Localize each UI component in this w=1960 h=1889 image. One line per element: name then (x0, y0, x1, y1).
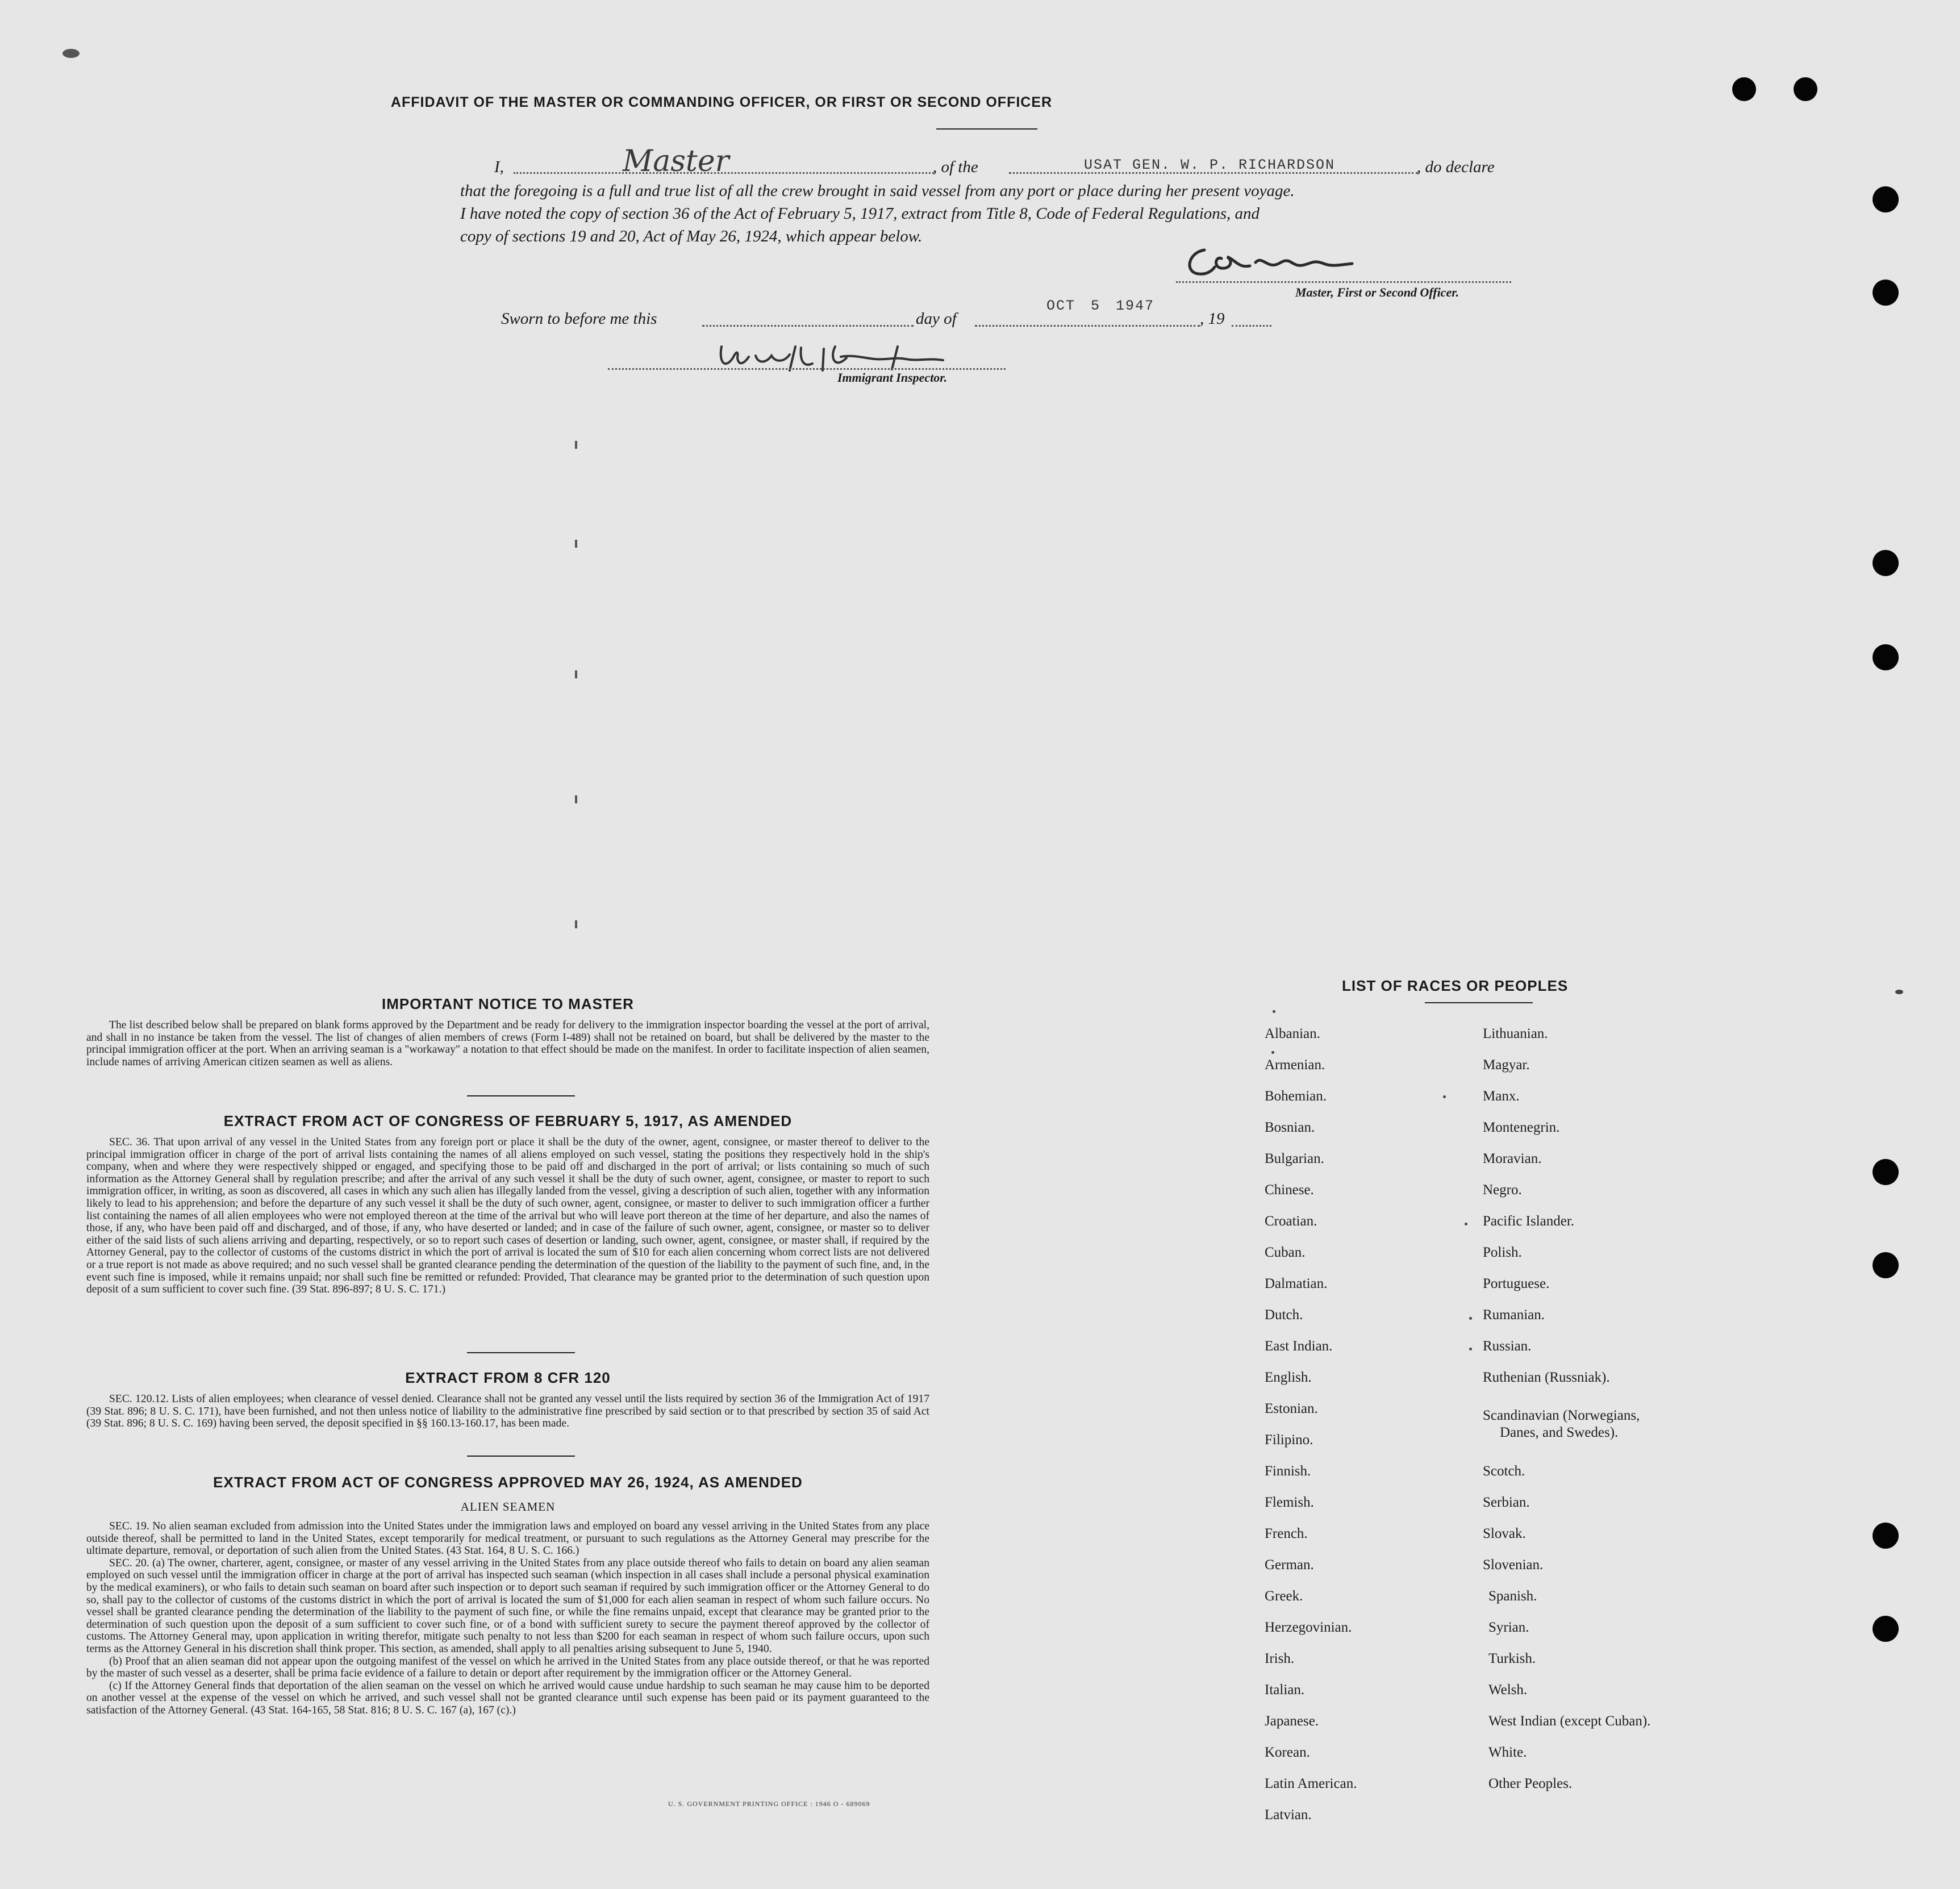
race-item: Montenegrin. (1483, 1120, 1560, 1135)
notice-title: IMPORTANT NOTICE TO MASTER (382, 995, 634, 1012)
do-declare-label: , do declare (1417, 158, 1495, 176)
race-item: Serbian. (1483, 1495, 1530, 1510)
race-item: Dutch. (1265, 1307, 1303, 1323)
race-item: Bulgarian. (1265, 1151, 1324, 1166)
inspector-blank (608, 368, 1006, 370)
race-item: Moravian. (1483, 1151, 1542, 1166)
race-item: Korean. (1265, 1745, 1310, 1760)
race-item: Greek. (1265, 1588, 1303, 1604)
extract-1917-body (86, 1136, 929, 1296)
punch-hole (1873, 1616, 1899, 1642)
notice-text: The list described below shall be prepared on blank forms approved by the Department and be ready for delivery to the immigration inspector boarding the vessel at the port of arrival, and shall in no instance be taken from the vessel. The list of changes of alien members of crews (Form I-489) shall not be retained on board, but shall be delivered by the master to the principal immigration officer at the port. When an arriving seaman is a "workaway" a notation to that effect should be made on the manifest. In order to facilitate inspection of alien seamen, include names of arriving American citizen seamen as well as aliens. (86, 1019, 929, 1068)
race-item: Rumanian. (1483, 1307, 1545, 1323)
extract-1924-sec19: SEC. 19. No alien seaman excluded from admission into the United States under the immigration laws and employed on board any vessel arriving in the United States from any place outside thereof, shall be permitted to land in the United States, except temporarily for medical treatment, or pursuant to such regulations as the Attorney General may prescribe for the ultimate departure, removal, or deportation of such alien from the United States. (43 Stat. 164, 8 U. S. C. 166.) (86, 1520, 929, 1557)
race-item: Japanese. (1265, 1713, 1319, 1729)
race-item: Other Peoples. (1488, 1776, 1573, 1791)
signature-label: Master, First or Second Officer. (1295, 285, 1459, 299)
race-item: Spanish. (1488, 1588, 1537, 1604)
printer-line: U. S. GOVERNMENT PRINTING OFFICE : 1946 O - 689069 (668, 1800, 870, 1808)
day-of-label: day of (916, 310, 957, 328)
race-item: Scotch. (1483, 1463, 1525, 1479)
races-title-underline (1425, 1002, 1533, 1003)
inspector-label: Immigrant Inspector. (837, 370, 948, 385)
race-item: Welsh. (1488, 1682, 1528, 1698)
extract-1917-text: SEC. 36. That upon arrival of any vessel in the United States from any foreign port or place it shall be the duty of the owner, agent, consignee, or master thereof to deliver to the principal immigration officer in charge of the port of arrival lists containing the names of all aliens employed on such vessel, stating the positions they respectively hold in the ship's company, when and where they were respectively shipped or engaged, and specifying those to be paid off and discharged in the port of arrival; or lists containing so much of such information as the Attorney General shall by regulation prescribe; and after the arrival of any such vessel it shall be the duty of such owner, agent, consignee, or master to report to such immigration officer, in writing, as soon as discovered, all cases in which any such alien has illegally landed from the vessel, giving a description of such alien, together with any information likely to lead to his apprehension; and before the departure of any such vessel it shall be the duty of such owner, agent, consignee, or master to deliver to such immigration officer a further list containing the names of all alien employees who were not employed thereon at the time of the arrival but who will leave port thereon at the time of her departure, and also the names of those, if any, who have been paid off and discharged, and of those, if any, who have deserted or landed; and in case of the failure of such owner, agent, consignee, or master so to deliver either of the said lists of such aliens arriving and departing, respectively, or so to report such cases of desertion or landing, such owner, agent, consignee, or master shall, if required by the Attorney General, pay to the collector of customs of the customs district in which the port of arrival is located the sum of $10 for each alien concerning whom correct lists are not delivered or a true report is not made as above required; and no such vessel shall be granted clearance pending the determination of the question of the liability to the payment of such fine, and, in the event such fine is imposed, while it remains unpaid; nor shall such fine be remitted or refunded: Provided, That clearance may be granted prior to the determination of such question upon deposit of a sum sufficient to cover such fine. (39 Stat. 896-897; 8 U. S. C. 171.) (86, 1136, 929, 1296)
affidavit-title: AFFIDAVIT OF THE MASTER OR COMMANDING OFFICER, OR FIRST OR SECOND OFFICER (390, 94, 1053, 110)
punch-hole (1873, 1523, 1899, 1549)
title-underline (936, 128, 1037, 130)
extract-1924-subtitle: ALIEN SEAMEN (460, 1500, 556, 1513)
vessel-name: USAT GEN. W. P. RICHARDSON (1084, 157, 1336, 173)
section-divider (467, 1095, 575, 1096)
race-item: Portuguese. (1483, 1276, 1550, 1291)
master-signature (1182, 239, 1375, 284)
race-item: Dalmatian. (1265, 1276, 1328, 1291)
extract-1924-body (86, 1520, 929, 1717)
race-item: Pacific Islander. (1483, 1214, 1575, 1229)
center-tick (575, 670, 577, 678)
race-item: Estonian. (1265, 1401, 1318, 1416)
race-item: Albanian. (1265, 1026, 1320, 1041)
declaration-line-4: copy of sections 19 and 20, Act of May 26, 1924, which appear below. (460, 227, 923, 245)
stray-mark (1271, 1051, 1274, 1054)
stray-mark (1273, 1010, 1275, 1013)
race-item: Polish. (1483, 1245, 1522, 1260)
center-tick (575, 795, 577, 803)
year-blank (1232, 325, 1271, 327)
race-item: Herzegovinian. (1265, 1620, 1352, 1635)
year-label: , 19 (1200, 310, 1225, 328)
race-item: Finnish. (1265, 1463, 1311, 1479)
race-item: Bosnian. (1265, 1120, 1315, 1135)
extract-1924-sec20a: SEC. 20. (a) The owner, charterer, agent, consignee, or master of any vessel arriving in the United States from any place outside thereof who fails to detain on board any alien seaman employed on such vessel until the immigration officer in charge at the port of arrival has inspected such seaman (which inspection in all cases shall include a personal physical examination by the medical examiners), or who fails to detain such seaman on board after such inspection or to deport such seaman if required by such immigration officer or the Attorney General to do so, shall pay to the collector of customs of the customs district in which the port of arrival is located the sum of $1,000 for each alien seaman in respect of whom such failure occurs. No vessel shall be granted clearance pending the determination of the liability to the payment of such fine, or while the fine remains unpaid, except that clearance may be granted prior to the determination of such question upon the deposit of a sum sufficient to cover such fine, or of a bond with sufficient surety to secure the payment thereof approved by the collector of customs. The Attorney General may, upon application in writing therefor, mitigate such penalty to not less than $200 for each seaman in respect of whom such failure occurs, upon such terms as the Attorney General in his discretion shall think proper. This section, as amended, shall apply to all penalties arising subsequent to June 5, 1940. (86, 1557, 929, 1655)
race-item: Bohemian. (1265, 1089, 1327, 1104)
race-item: English. (1265, 1370, 1312, 1385)
race-item: Ruthenian (Russniak). (1483, 1370, 1610, 1385)
race-item: Italian. (1265, 1682, 1305, 1698)
i-label: I, (494, 158, 504, 176)
race-item: Lithuanian. (1483, 1026, 1548, 1041)
punch-hole (1873, 280, 1899, 306)
race-item: Latvian. (1265, 1807, 1312, 1823)
race-item: West Indian (except Cuban). (1488, 1713, 1651, 1729)
race-item: White. (1488, 1745, 1527, 1760)
signature-blank (1176, 281, 1511, 283)
stray-mark (1443, 1095, 1446, 1098)
race-item: Russian. (1483, 1338, 1532, 1354)
race-item: Scandinavian (Norwegians, (1483, 1408, 1640, 1423)
stray-mark (1469, 1317, 1472, 1320)
extract-cfr-title: EXTRACT FROM 8 CFR 120 (405, 1369, 611, 1386)
extract-1924-title: EXTRACT FROM ACT OF CONGRESS APPROVED MAY 26, 1924, AS AMENDED (213, 1474, 803, 1491)
center-tick (575, 441, 577, 449)
punch-hole (1873, 1252, 1899, 1278)
race-item: Syrian. (1488, 1620, 1529, 1635)
declaration-line-3: I have noted the copy of section 36 of the Act of February 5, 1917, extract from Title 8, Code of Federal Regulations, and (460, 205, 1260, 223)
section-divider (467, 1456, 575, 1457)
declaration-line-2: that the foregoing is a full and true list of all the crew brought in said vessel from any port or place during her present voyage. (460, 182, 1295, 200)
i-value-handwritten: Master (623, 144, 729, 178)
race-item: East Indian. (1265, 1338, 1333, 1354)
stray-mark (62, 49, 80, 58)
race-item: German. (1265, 1557, 1314, 1573)
punch-hole (1873, 186, 1899, 212)
stray-mark (1469, 1348, 1472, 1350)
of-the-label: , of the (933, 158, 978, 176)
punch-hole (1732, 77, 1756, 101)
race-item: Flemish. (1265, 1495, 1314, 1510)
sworn-label: Sworn to before me this (501, 310, 657, 328)
race-item: Slovenian. (1483, 1557, 1544, 1573)
stray-mark (1465, 1223, 1467, 1225)
race-item: Latin American. (1265, 1776, 1357, 1791)
race-item: Croatian. (1265, 1214, 1317, 1229)
stray-mark (1895, 990, 1903, 994)
race-item: Armenian. (1265, 1057, 1325, 1073)
race-item: Turkish. (1488, 1651, 1536, 1666)
race-item: Filipino. (1265, 1432, 1313, 1448)
extract-1924-sec20c: (c) If the Attorney General finds that deportation of the alien seaman on the vessel on which he arrived would cause undue hardship to such seaman he may cause him to be deported on another vessel at the expense of the vessel on which he arrived, and such vessel shall not be granted clearance until such expense has been paid or its payment guaranteed to the satisfaction of the Attorney General. (43 Stat. 164-165, 58 Stat. 816; 8 U. S. C. 167 (a), 167 (c).) (86, 1679, 929, 1716)
punch-hole (1873, 644, 1899, 670)
extract-1924-sec20b: (b) Proof that an alien seaman did not appear upon the outgoing manifest of the vessel on which he arrived in the United States from any place outside thereof, or that he was reported by the master of such vessel as a deserter, shall be prima facie evidence of a failure to detain or deport after requirement by the immigration officer or the Attorney General. (86, 1655, 929, 1680)
notice-body (86, 1019, 929, 1068)
extract-1917-title: EXTRACT FROM ACT OF CONGRESS OF FEBRUARY 5, 1917, AS AMENDED (223, 1112, 793, 1129)
center-tick (575, 920, 577, 928)
section-divider (467, 1352, 575, 1353)
sworn-day-blank (702, 325, 914, 327)
race-item: Irish. (1265, 1651, 1295, 1666)
race-item: Chinese. (1265, 1182, 1314, 1198)
race-item: Negro. (1483, 1182, 1522, 1198)
sworn-date-stamp: OCT 5 1947 (1046, 298, 1155, 314)
race-item: Cuban. (1265, 1245, 1306, 1260)
punch-hole (1873, 550, 1899, 576)
race-item: Slovak. (1483, 1526, 1526, 1541)
center-tick (575, 540, 577, 548)
punch-hole (1873, 1159, 1899, 1185)
race-item: Manx. (1483, 1089, 1520, 1104)
sworn-month-blank (975, 325, 1200, 327)
race-item: Magyar. (1483, 1057, 1530, 1073)
extract-cfr-body (86, 1393, 929, 1430)
races-title: LIST OF RACES OR PEOPLES (1342, 977, 1569, 994)
race-item: Danes, and Swedes). (1500, 1425, 1619, 1440)
extract-cfr-text: SEC. 120.12. Lists of alien employees; when clearance of vessel denied. Clearance shall not be granted any vessel until the lists required by section 36 of the Immigration Act of 1917 (39 Stat. 896; 8 U. S. C. 171), have been furnished, and not then unless notice of liability to the administrative fine prescribed by said section or to that prescribed by section 35 of said Act (39 Stat. 896; 8 U. S. C. 169) having been served, the deposit specified in §§ 160.13-160.17, has been made. (86, 1393, 929, 1430)
race-item: French. (1265, 1526, 1308, 1541)
punch-hole (1794, 77, 1817, 101)
